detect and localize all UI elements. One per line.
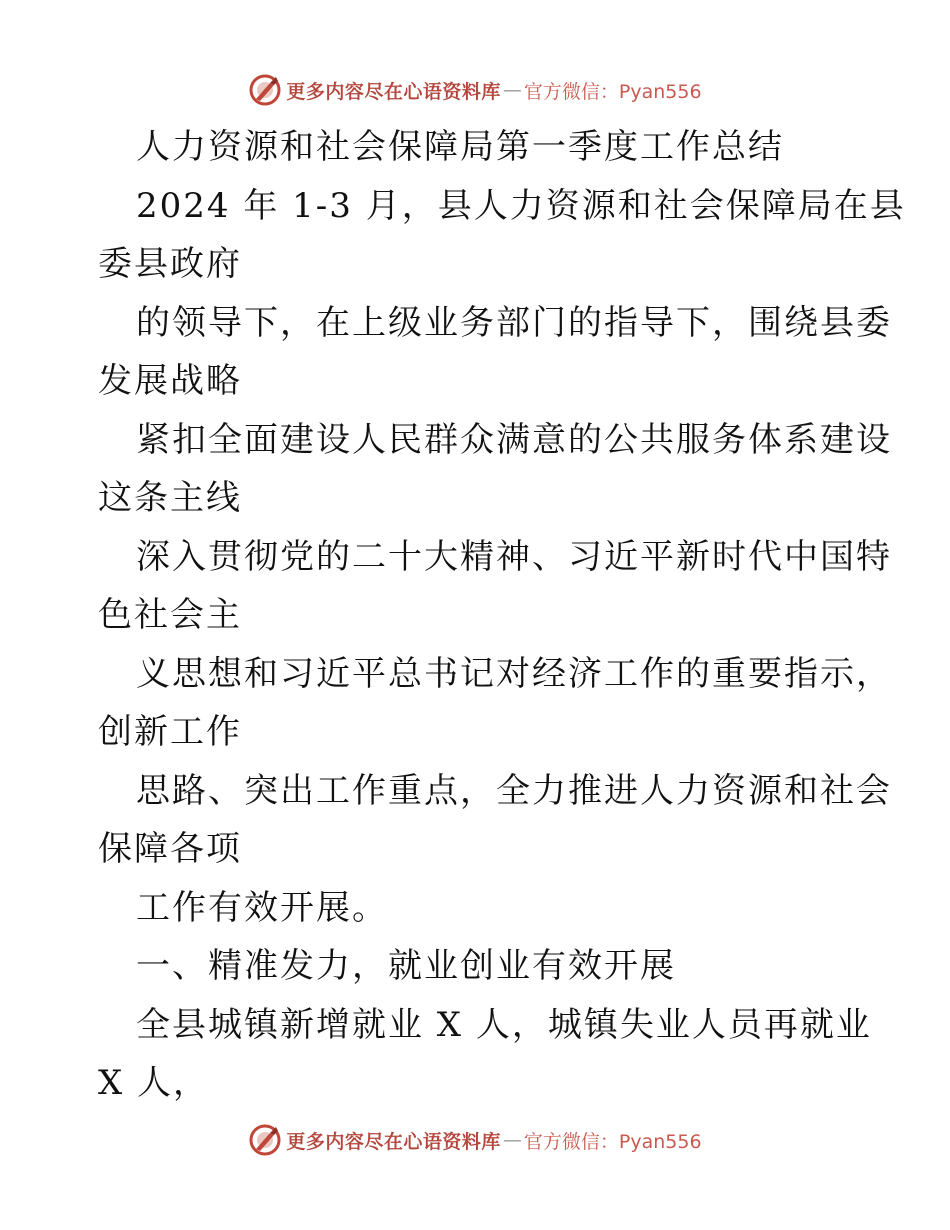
- watermark-site-text: 更多内容尽在心语资料库: [286, 1130, 501, 1153]
- section-heading: 一、精准发力，就业创业有效开展: [136, 946, 676, 986]
- paragraph-line: 工作有效开展。: [136, 887, 388, 928]
- paragraph-line: 义思想和习近平总书记对经济工作的重要指示，: [136, 653, 892, 694]
- pen-logo-icon: [248, 1123, 282, 1157]
- paragraph-line: 2024 年 1-3 月，县人力资源和社会保障局在县: [136, 185, 906, 226]
- watermark-banner-top: [0, 70, 950, 110]
- paragraph-line: 委县政府: [98, 244, 242, 284]
- watermark-site-text: 更多内容尽在心语资料库: [286, 80, 501, 103]
- paragraph-line: 全县城镇新增就业 X 人，城镇失业人员再就业: [136, 1004, 872, 1045]
- paragraph-line: X 人，: [98, 1063, 210, 1103]
- watermark-dash: —: [502, 79, 522, 101]
- paragraph-line: 这条主线: [98, 478, 242, 518]
- watermark-contact: 官方微信：Pyan556: [523, 80, 702, 103]
- document-title: 人力资源和社会保障局第一季度工作总结: [136, 127, 784, 167]
- watermark-dash: —: [502, 1129, 522, 1151]
- paragraph-line: 紧扣全面建设人民群众满意的公共服务体系建设: [136, 419, 892, 460]
- paragraph-line: 发展战略: [98, 361, 242, 401]
- paragraph-line: 的领导下，在上级业务部门的指导下，围绕县委: [136, 302, 892, 343]
- paragraph-line: 思路、突出工作重点，全力推进人力资源和社会: [136, 770, 892, 811]
- pen-logo-icon: [248, 73, 282, 107]
- watermark-contact: 官方微信：Pyan556: [523, 1130, 702, 1153]
- watermark-banner-bottom: [0, 1120, 950, 1160]
- document-body: [98, 118, 906, 1113]
- paragraph-line: 色社会主: [98, 595, 242, 635]
- paragraph-line: 创新工作: [98, 712, 242, 752]
- paragraph-line: 深入贯彻党的二十大精神、习近平新时代中国特: [136, 536, 892, 577]
- paragraph-line: 保障各项: [98, 829, 242, 869]
